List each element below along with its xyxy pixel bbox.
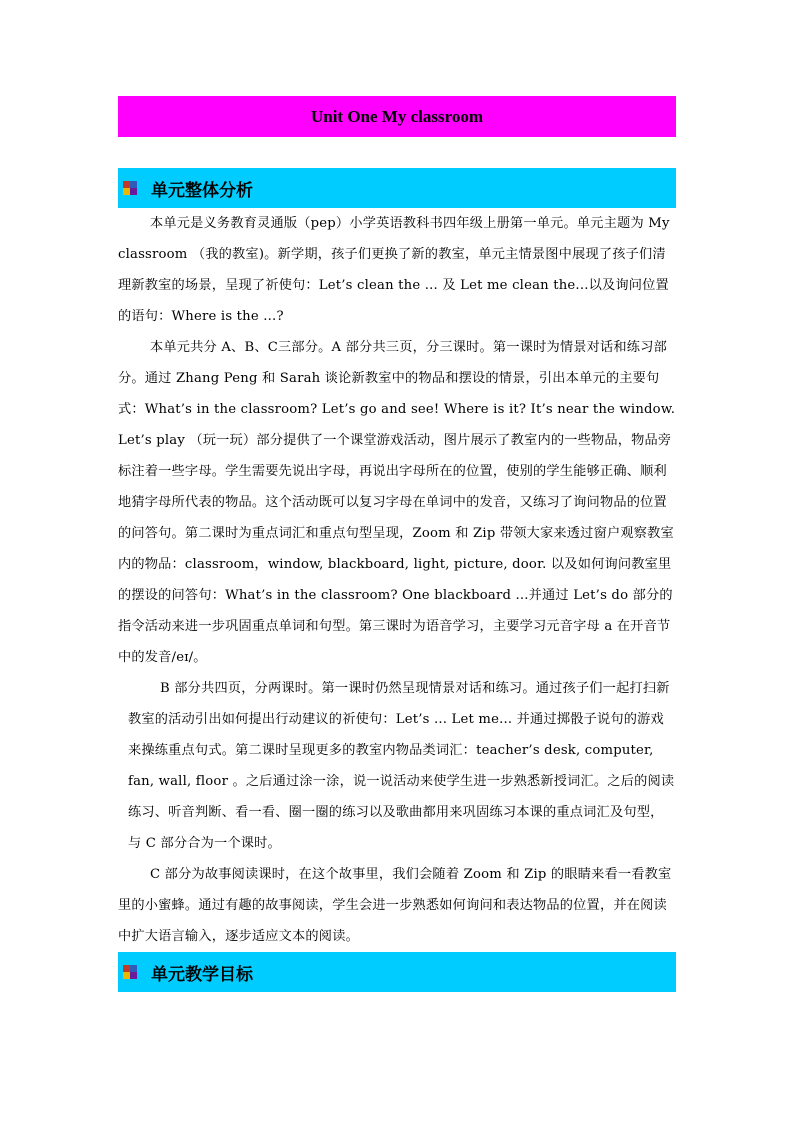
windows-flag-icon xyxy=(123,965,137,979)
document-page xyxy=(118,96,676,992)
section-heading: 单元教学目标 xyxy=(151,964,253,985)
windows-flag-icon xyxy=(123,181,137,195)
paragraph: 本单元是义务教育灵通版（pep）小学英语教科书四年级上册第一单元。单元主题为 My classroom （我的教室)。新学期，孩子们更换了新的教室，单元主情景图中展现了孩子们清理新教室的场景，呈现了祈使句：Let’s clean the ... 及 Let me clean the...以及询问位置的语句：Where is the ...? xyxy=(118,216,670,324)
unit-title-bar xyxy=(118,96,676,137)
analysis-body xyxy=(118,208,676,952)
paragraph: B 部分共四页，分两课时。第一课时仍然呈现情景对话和练习。通过孩子们一起打扫新教室的活动引出如何提出行动建议的祈使句：Let’s ... Let me... 并通过掷骰子说句的游戏来操练重点句式。第二课时呈现更多的教室内物品类词汇：teacher’s desk, computer, fan, wall, floor 。之后通过涂一涂，说一说活动来使学生进一步熟悉新授词汇。之后的阅读练习、听音判断、看一看、圈一圈的练习以及歌曲都用来巩固练习本课的重点词汇及句型，与 C 部分合为一个课时。 xyxy=(128,681,675,851)
paragraph: C 部分为故事阅读课时，在这个故事里，我们会随着 Zoom 和 Zip 的眼睛来看一看教室里的小蜜蜂。通过有趣的故事阅读，学生会进一步熟悉如何询问和表达物品的位置，并在阅读中扩大语言输入，逐步适应文本的阅读。 xyxy=(118,867,672,944)
unit-title: Unit One My classroom xyxy=(310,106,484,126)
section-heading: 单元整体分析 xyxy=(151,180,253,201)
section-header-objectives xyxy=(118,952,676,992)
paragraph: 本单元共分 A、B、C三部分。A 部分共三页，分三课时。第一课时为情景对话和练习部分。通过 Zhang Peng 和 Sarah 谈论新教室中的物品和摆设的情景，引出本单元的主要句式：What’s in the classroom? Let’s go and see! Where is it? It’s near the window. Let’s play （玩一玩）部分提供了一个课堂游戏活动，图片展示了教室内的一些物品，物品旁标注着一些字母。学生需要先说出字母，再说出字母所在的位置，使别的学生能够正确、顺利地猜字母所代表的物品。这个活动既可以复习字母在单词中的发音，又练习了询问物品的位置的问答句。第二课时为重点词汇和重点句型呈现，Zoom 和 Zip 带领大家来透过窗户观察教室内的物品：classroom，window, blackboard, light, picture, door. 以及如何询问教室里的摆设的问答句：What’s in the classroom? One blackboard ...并通过 Let’s do 部分的指令活动来进一步巩固重点单词和句型。第三课时为语音学习，主要学习元音字母 a 在开音节中的发音/eɪ/。 xyxy=(118,340,676,665)
section-header-analysis xyxy=(118,168,676,208)
